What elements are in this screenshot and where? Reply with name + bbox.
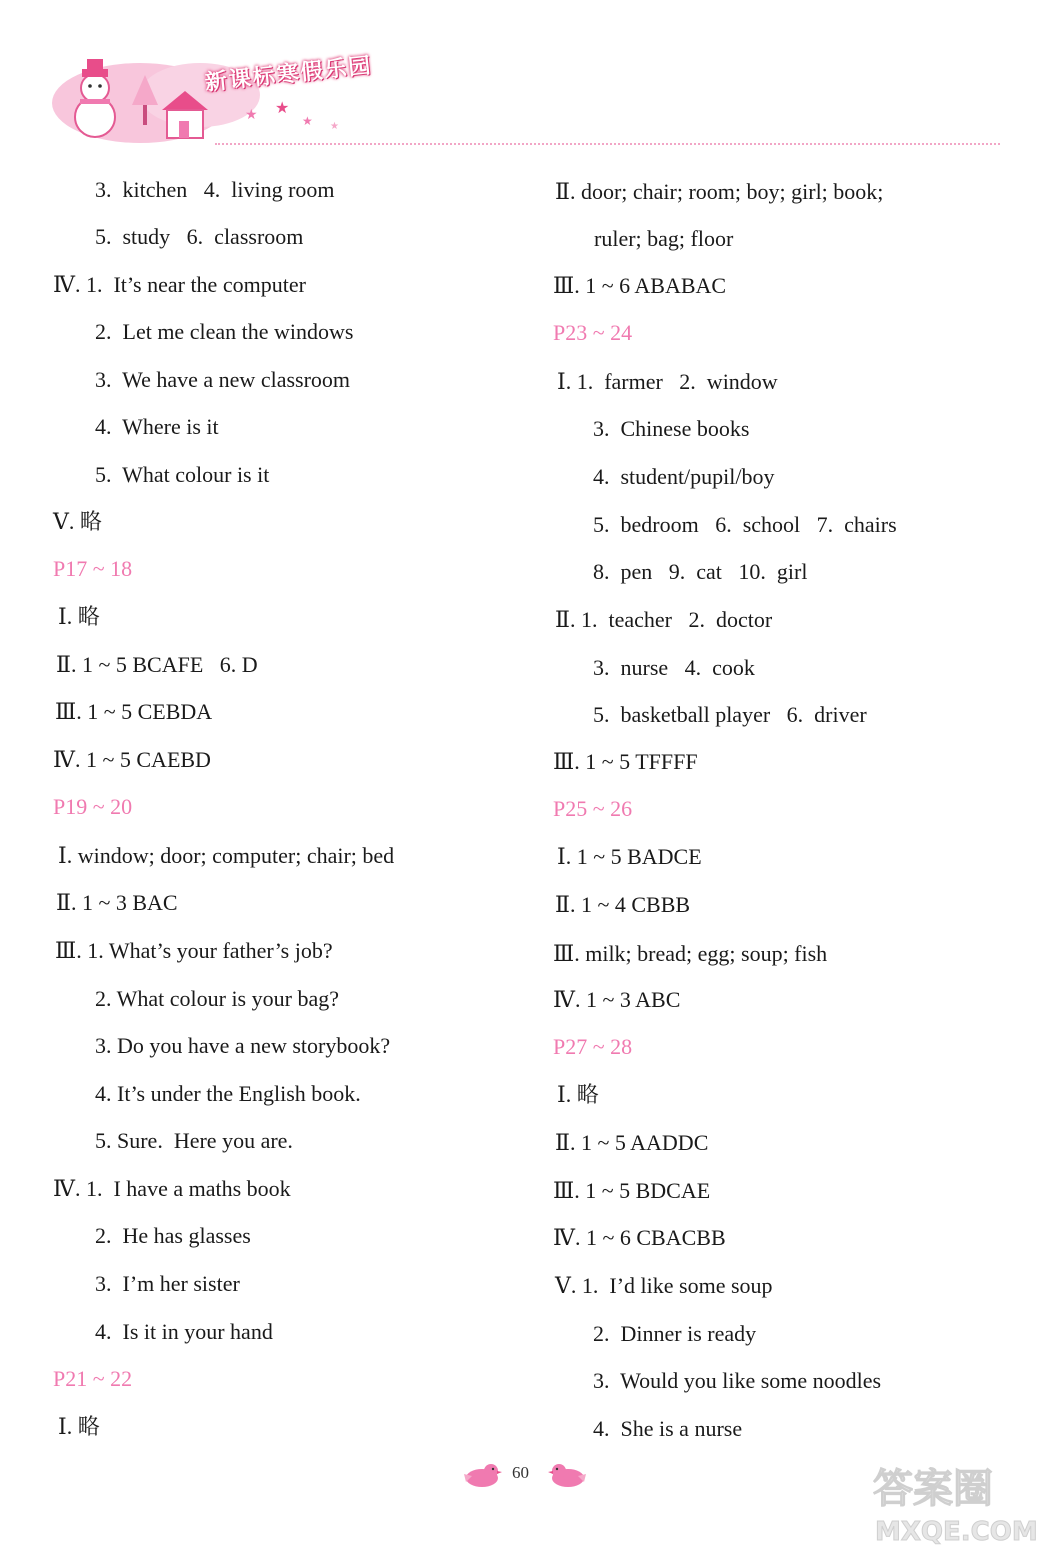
- page-number: 60: [512, 1463, 529, 1482]
- svg-text:★: ★: [330, 121, 339, 132]
- svg-text:★: ★: [275, 98, 290, 117]
- answer-line: 3. We have a new classroom: [95, 367, 351, 392]
- answer-line: 2. What colour is your bag?: [95, 986, 339, 1011]
- page-range-heading: P25 ~ 26: [553, 796, 633, 821]
- answer-line: Ⅰ. window; door; computer; chair; bed: [58, 843, 395, 868]
- page-range-heading: P19 ~ 20: [53, 794, 133, 819]
- answer-line: Ⅲ. 1 ~ 6 ABABAC: [553, 273, 727, 298]
- bird-icon-right: [548, 1460, 592, 1490]
- answer-line: 3. kitchen 4. living room: [95, 177, 335, 202]
- page-range-heading: P21 ~ 22: [53, 1366, 133, 1391]
- answer-line: Ⅳ. 1. I have a maths book: [53, 1176, 291, 1201]
- answer-line: Ⅲ. 1 ~ 5 TFFFF: [553, 749, 698, 774]
- answer-line: Ⅳ. 1. It’s near the computer: [53, 272, 306, 297]
- answer-line: 2. Let me clean the windows: [95, 319, 354, 344]
- answer-line: 4. Is it in your hand: [95, 1319, 273, 1344]
- answer-line: 5. What colour is it: [95, 462, 270, 487]
- page-range-heading: P17 ~ 18: [53, 556, 133, 581]
- answer-line: Ⅰ. 1. farmer 2. window: [557, 369, 778, 394]
- svg-text:★: ★: [245, 107, 258, 123]
- answer-line: Ⅴ. 略: [53, 509, 102, 534]
- answer-line: Ⅰ. 略: [557, 1082, 599, 1107]
- page-range-heading: P27 ~ 28: [553, 1034, 633, 1059]
- answer-line: Ⅱ. 1 ~ 3 BAC: [56, 890, 178, 915]
- header-title: 新课标寒假乐园: [203, 53, 374, 96]
- answer-line: 4. It’s under the English book.: [95, 1081, 361, 1106]
- answer-line: Ⅰ. 略: [58, 604, 100, 629]
- answer-line: Ⅲ. 1 ~ 5 CEBDA: [55, 699, 213, 724]
- answer-line: Ⅲ. 1 ~ 5 BDCAE: [553, 1178, 711, 1203]
- answer-line: Ⅱ. 1 ~ 4 CBBB: [555, 892, 691, 917]
- answer-line: Ⅴ. 1. I’d like some soup: [555, 1273, 773, 1298]
- svg-text:★: ★: [302, 114, 313, 128]
- watermark-logo: [873, 1458, 1043, 1546]
- answer-line: 2. Dinner is ready: [593, 1321, 757, 1346]
- answer-line: Ⅱ. 1 ~ 5 AADDC: [555, 1130, 709, 1155]
- answer-line: 3. Do you have a new storybook?: [95, 1033, 391, 1058]
- answer-line: 3. nurse 4. cook: [593, 655, 755, 680]
- answer-line: 5. study 6. classroom: [95, 224, 304, 249]
- answer-line: Ⅱ. door; chair; room; boy; girl; book;: [555, 179, 884, 204]
- answer-line: Ⅲ. milk; bread; egg; soup; fish: [553, 941, 828, 966]
- answer-line: Ⅳ. 1 ~ 3 ABC: [553, 987, 681, 1012]
- answer-line: Ⅱ. 1. teacher 2. doctor: [555, 607, 773, 632]
- answer-line: Ⅰ. 略: [58, 1414, 100, 1439]
- answer-line: ruler; bag; floor: [594, 226, 734, 251]
- answer-line: 3. I’m her sister: [95, 1271, 240, 1296]
- page-range-heading: P23 ~ 24: [553, 320, 633, 345]
- answer-line: 8. pen 9. cat 10. girl: [593, 559, 808, 584]
- answer-line: 4. student/pupil/boy: [593, 464, 775, 489]
- answer-line: 5. bedroom 6. school 7. chairs: [593, 512, 897, 537]
- answer-line: 4. Where is it: [95, 414, 219, 439]
- answer-line: 3. Chinese books: [593, 416, 750, 441]
- answer-line: 3. Would you like some noodles: [593, 1368, 882, 1393]
- header-divider: [215, 143, 1000, 145]
- answer-line: Ⅳ. 1 ~ 6 CBACBB: [553, 1225, 726, 1250]
- svg-text:答案圈: 答案圈: [873, 1466, 993, 1512]
- svg-text:MXQE.COM: MXQE.COM: [875, 1517, 1038, 1546]
- answer-line: 2. He has glasses: [95, 1223, 251, 1248]
- answer-line: 5. basketball player 6. driver: [593, 702, 867, 727]
- answer-line: Ⅳ. 1 ~ 5 CAEBD: [53, 747, 211, 772]
- answer-line: 5. Sure. Here you are.: [95, 1128, 293, 1153]
- answer-line: 4. She is a nurse: [593, 1416, 743, 1441]
- answer-line: Ⅲ. 1. What’s your father’s job?: [55, 938, 333, 963]
- bird-icon-left: [458, 1460, 502, 1490]
- answer-line: Ⅱ. 1 ~ 5 BCAFE 6. D: [56, 652, 258, 677]
- answer-line: Ⅰ. 1 ~ 5 BADCE: [557, 844, 702, 869]
